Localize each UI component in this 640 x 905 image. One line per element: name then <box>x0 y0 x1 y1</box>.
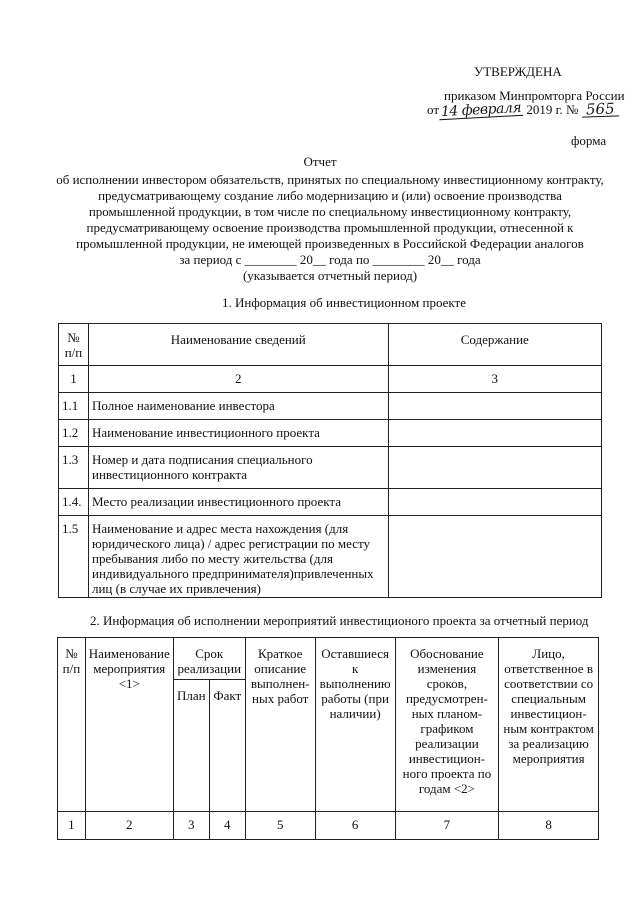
index-cell: 1 <box>58 812 86 840</box>
index-cell: 6 <box>315 812 395 840</box>
col-header-content: Содержание <box>388 324 601 366</box>
form-label: форма <box>571 133 607 148</box>
report-line: предусматривающему освоение производства промышленной продукции, отнесенной к <box>86 220 574 235</box>
row-name: Номер и дата подписания специального инвестиционного контракта <box>88 447 388 489</box>
index-cell: 4 <box>209 812 245 840</box>
events-table <box>57 637 599 840</box>
report-line: предусматривающему создание либо модернизацию и (или) освоение производства <box>98 188 562 203</box>
index-cell: 8 <box>499 812 599 840</box>
index-cell: 2 <box>85 812 173 840</box>
order-line: приказом Минпромторга России <box>444 88 625 103</box>
project-info-table <box>58 323 602 598</box>
row-name: Наименование и адрес места нахождения (для юридического лица) / адрес регистрации по месту пребывания либо по месту жительства (для индивидуального предпринимателя)привлеченных лиц (в случае их привлечения) <box>88 516 388 598</box>
report-subtitle <box>50 172 610 284</box>
report-title: Отчет <box>303 154 337 169</box>
col-header-num: № п/п <box>59 324 89 366</box>
row-num: 1.4. <box>59 489 89 516</box>
row-num: 1.1 <box>59 393 89 420</box>
row-content <box>388 447 601 489</box>
col-header-plan: План <box>173 680 209 812</box>
report-period-hint: (указывается отчетный период) <box>242 268 418 283</box>
row-name: Полное наименование инвестора <box>88 393 388 420</box>
handwritten-number: 565 <box>581 102 618 117</box>
table-row <box>59 420 602 447</box>
index-cell: 2 <box>88 366 388 393</box>
col-header-responsible: Лицо, ответственное в соответствии со специальным инвестицион-ным контрактом за реализацию мероприятия <box>499 638 599 812</box>
row-content <box>388 516 601 598</box>
order-date-line <box>427 99 618 121</box>
col-header-term: Срок реализации <box>173 638 245 680</box>
date-prefix: от <box>427 102 440 117</box>
row-num: 1.2 <box>59 420 89 447</box>
table-index-row <box>58 812 599 840</box>
index-cell: 3 <box>388 366 601 393</box>
index-cell: 1 <box>59 366 89 393</box>
handwritten-date: 14 февраля <box>440 99 522 121</box>
col-header-event: Наименование мероприятия <1> <box>85 638 173 812</box>
col-header-brief: Краткое описание выполнен-ных работ <box>245 638 315 812</box>
col-header-fact: Факт <box>209 680 245 812</box>
report-period-line: за период с ________ 20__ года по ________ 20__ года <box>179 252 481 267</box>
row-content <box>388 393 601 420</box>
section2-title: 2. Информация об исполнении мероприятий инвестиционого проекта за отчетный период <box>90 613 589 628</box>
col-header-name: Наименование сведений <box>88 324 388 366</box>
index-cell: 7 <box>395 812 499 840</box>
table-row <box>59 447 602 489</box>
col-header-justification: Обоснование изменения сроков, предусмотрен-ных планом-графиком реализации инвестицион-ного проекта по годам <2> <box>395 638 499 812</box>
table-header-row <box>58 638 599 680</box>
report-line: об исполнении инвестором обязательств, принятых по специальному инвестиционному контракту, <box>56 172 604 187</box>
row-content <box>388 489 601 516</box>
date-suffix: 2019 г. № <box>526 102 579 117</box>
section1-title: 1. Информация об инвестиционном проекте <box>222 295 467 310</box>
table-row <box>59 489 602 516</box>
row-content <box>388 420 601 447</box>
col-header-num: № п/п <box>58 638 86 812</box>
index-cell: 5 <box>245 812 315 840</box>
col-header-remaining: Оставшиеся к выполнению работы (при наличии) <box>315 638 395 812</box>
row-num: 1.3 <box>59 447 89 489</box>
row-num: 1.5 <box>59 516 89 598</box>
table-header-row <box>59 324 602 366</box>
table-row <box>59 393 602 420</box>
report-line: промышленной продукции, в том числе по специальному инвестиционному контракту, <box>88 204 572 219</box>
row-name: Наименование инвестиционного проекта <box>88 420 388 447</box>
row-name: Место реализации инвестиционного проекта <box>88 489 388 516</box>
table-index-row <box>59 366 602 393</box>
report-line: промышленной продукции, не имеющей произведенных в Российской Федерации аналогов <box>76 236 584 251</box>
table-row <box>59 516 602 598</box>
index-cell: 3 <box>173 812 209 840</box>
approval-stamp: УТВЕРЖДЕНА <box>474 64 562 79</box>
